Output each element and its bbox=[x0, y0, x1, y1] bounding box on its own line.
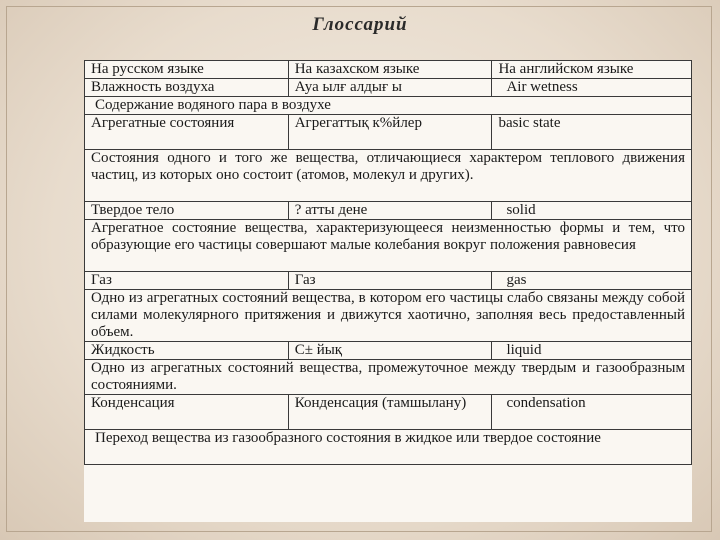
term-english: Air wetness bbox=[492, 79, 692, 97]
table-row bbox=[85, 272, 692, 290]
term-english: basic state bbox=[492, 115, 692, 150]
definition-row bbox=[85, 360, 692, 395]
term-russian: Агрегатные состояния bbox=[85, 115, 289, 150]
definition-row bbox=[85, 150, 692, 202]
term-definition: Одно из агрегатных состояний вещества, в котором его частицы слабо связаны между собой силами молекулярного притяжения и движутся хаотично, заполняя весь предоставленный объем. bbox=[85, 290, 692, 342]
table-row bbox=[85, 115, 692, 150]
term-english: condensation bbox=[492, 395, 692, 430]
term-russian: Газ bbox=[85, 272, 289, 290]
term-kazakh: Конденсация (тамшылану) bbox=[288, 395, 492, 430]
term-kazakh: Ауа ылғ алдығ ы bbox=[288, 79, 492, 97]
definition-row bbox=[85, 220, 692, 272]
term-definition: Одно из агрегатных состояний вещества, промежуточное между твердым и газообразным состояниями. bbox=[85, 360, 692, 395]
table-row bbox=[85, 79, 692, 97]
term-english: solid bbox=[492, 202, 692, 220]
term-kazakh: Газ bbox=[288, 272, 492, 290]
term-definition: Переход вещества из газообразного состояния в жидкое или твердое состояние bbox=[85, 430, 692, 465]
definition-row bbox=[85, 97, 692, 115]
table-row bbox=[85, 342, 692, 360]
header-russian: На русском языке bbox=[85, 61, 289, 79]
term-kazakh: ? атты дене bbox=[288, 202, 492, 220]
table-header-row bbox=[85, 61, 692, 79]
term-definition: Содержание водяного пара в воздухе bbox=[85, 97, 692, 115]
page-title: Глоссарий bbox=[312, 14, 408, 35]
glossary-table bbox=[84, 60, 692, 465]
term-kazakh: Агрегаттық к%йлер bbox=[288, 115, 492, 150]
term-russian: Конденсация bbox=[85, 395, 289, 430]
term-russian: Твердое тело bbox=[85, 202, 289, 220]
term-russian: Влажность воздуха bbox=[85, 79, 289, 97]
term-russian: Жидкость bbox=[85, 342, 289, 360]
table-row bbox=[85, 395, 692, 430]
term-kazakh: С± йық bbox=[288, 342, 492, 360]
glossary-table-container bbox=[84, 60, 692, 522]
definition-row bbox=[85, 430, 692, 465]
term-english: gas bbox=[492, 272, 692, 290]
table-row bbox=[85, 202, 692, 220]
term-definition: Агрегатное состояние вещества, характеризующееся неизменностью формы и тем, что образующие его частицы совершают малые колебания вокруг положения равновесия bbox=[85, 220, 692, 272]
term-english: liquid bbox=[492, 342, 692, 360]
header-kazakh: На казахском языке bbox=[288, 61, 492, 79]
definition-row bbox=[85, 290, 692, 342]
header-english: На английском языке bbox=[492, 61, 692, 79]
term-definition: Состояния одного и того же вещества, отличающиеся характером теплового движения частиц, из которых оно состоит (атомов, молекул и других). bbox=[85, 150, 692, 202]
